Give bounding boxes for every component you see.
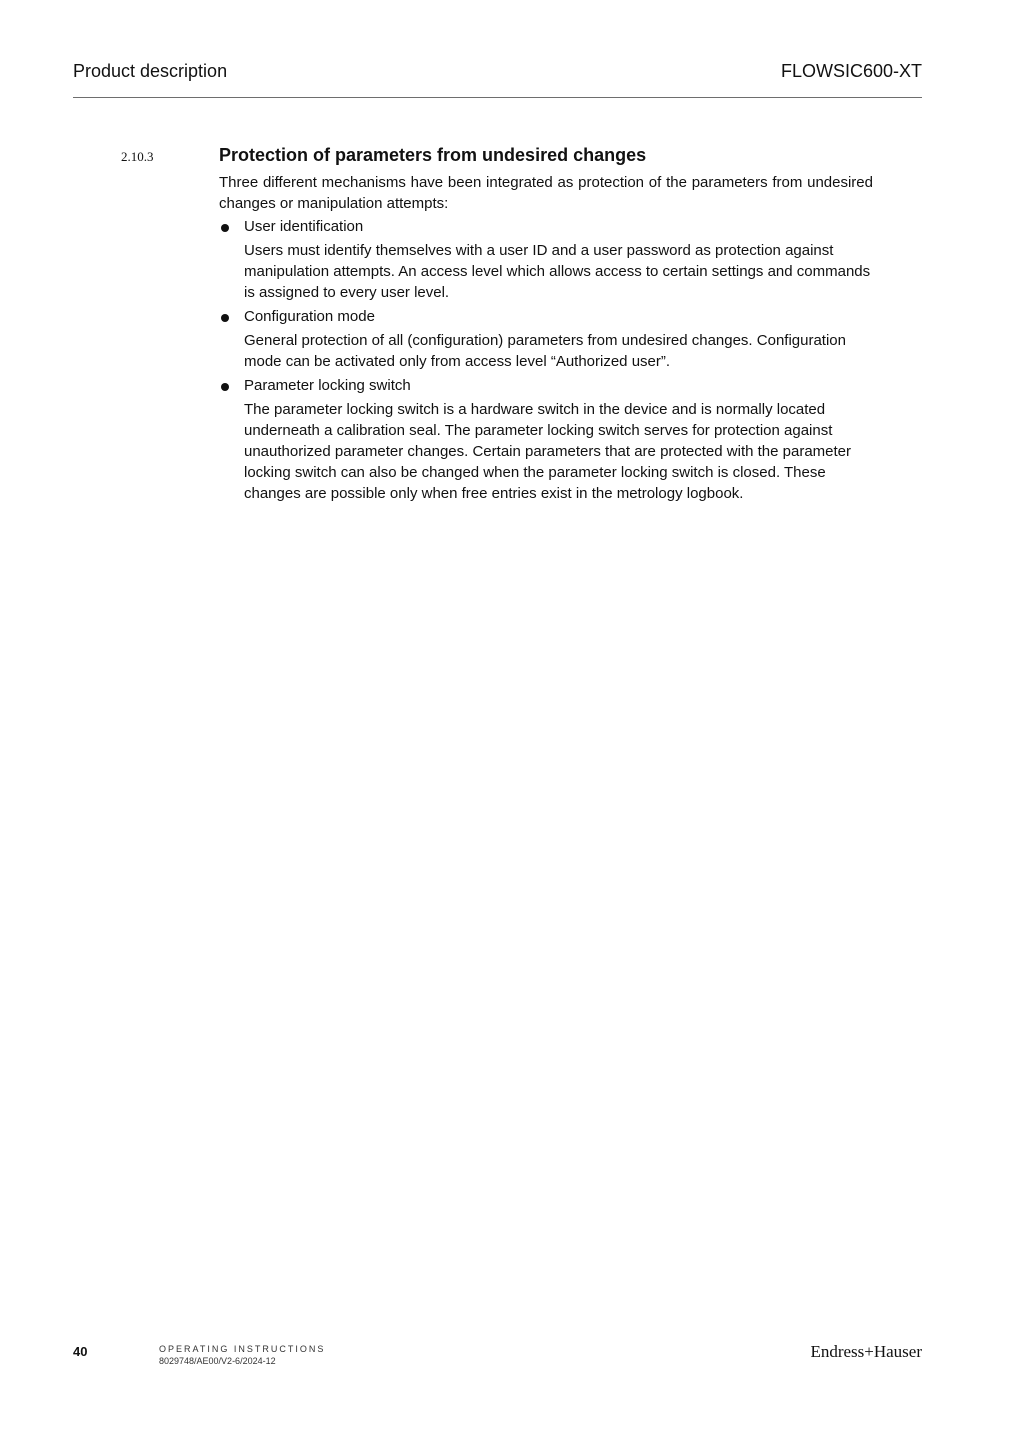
list-item-title: Parameter locking switch (244, 377, 411, 394)
list-item-title: User identification (244, 218, 364, 235)
bullet-icon (221, 314, 229, 322)
list-item-user-identification (219, 216, 873, 303)
list-item-description: The parameter locking switch is a hardware switch in the device and is normally located underneath a calibration seal. The parameter locking switch serves for protection against unauthorized parameter changes. Certain parameters that are protected with the parameter locking switch can also be changed when the parameter locking switch is closed. These changes are possible only when free entries exist in the metrology logbook. (244, 401, 852, 502)
bullet-icon (221, 224, 229, 232)
list-item-configuration-mode (219, 306, 873, 372)
section-intro: Three different mechanisms have been integrated as protection of the parameters from undesired changes or manipulation attempts: (219, 174, 873, 212)
header-divider (73, 97, 922, 98)
page-number: 40 (73, 1344, 88, 1359)
section-title: Protection of parameters from undesired changes (219, 145, 647, 165)
list-item-description: General protection of all (configuration) parameters from undesired changes. Configuration mode can be activated only from access level “Authorized user”. (244, 332, 846, 370)
running-header-product: FLOWSIC600-XT (780, 61, 922, 81)
list-item-parameter-locking-switch (219, 375, 873, 504)
list-item-description: Users must identify themselves with a user ID and a user password as protection against manipulation attempts. An access level which allows access to certain settings and commands is assigned to every user level. (244, 242, 871, 301)
list-item-title: Configuration mode (244, 308, 375, 325)
document-type: OPERATING INSTRUCTIONS (159, 1344, 326, 1354)
section-number: 2.10.3 (121, 149, 154, 164)
running-header-section: Product description (73, 61, 228, 81)
section-content (219, 143, 873, 507)
mechanism-list (219, 216, 873, 504)
document-code: 8029748/AE00/V2-6/2024-12 (159, 1356, 276, 1366)
brand-logo: Endress+Hauser (810, 1342, 922, 1361)
bullet-icon (221, 383, 229, 391)
